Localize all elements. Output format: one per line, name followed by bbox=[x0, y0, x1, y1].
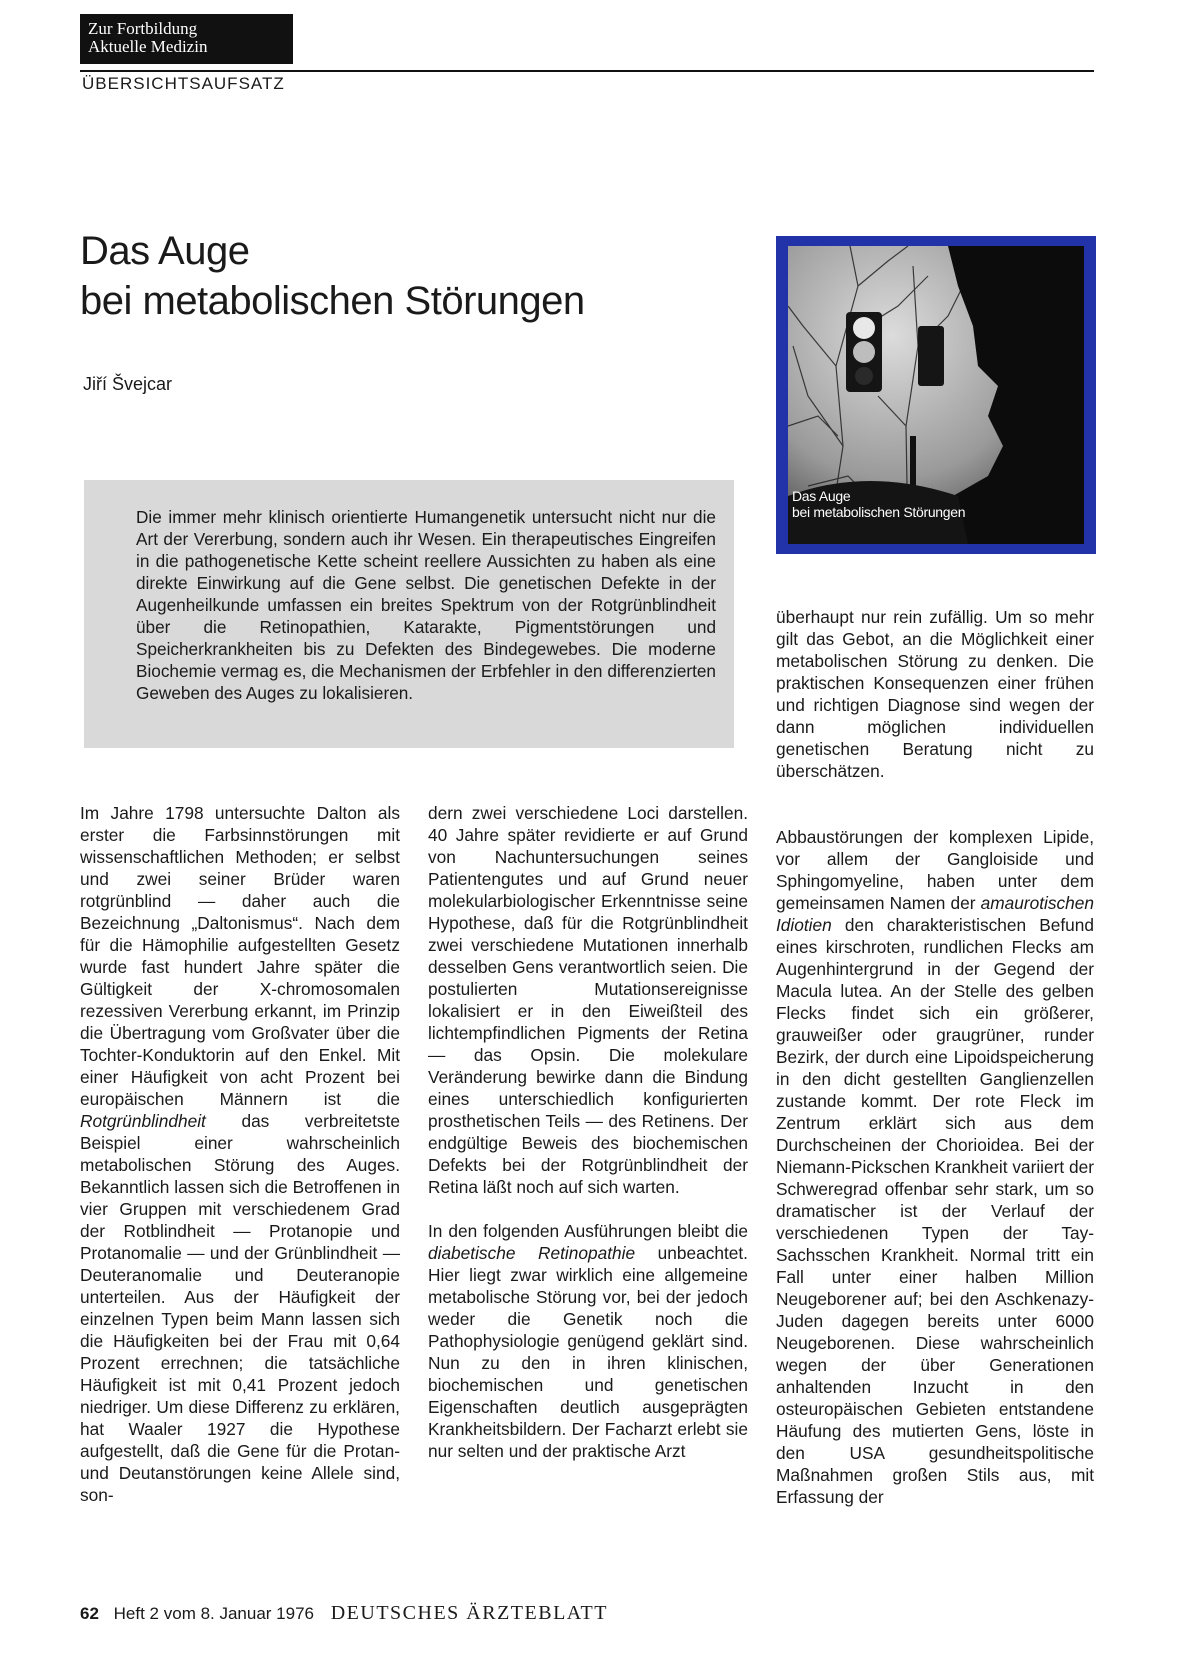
abstract-text: Die immer mehr klinisch orientierte Humangenetik untersucht nicht nur die Art der Vererbung, sondern auch ihr Wesen. Ein therapeutisches Eingreifen in die pathogenetische Kette scheint reellere Aussichten zu haben als eine direkte Einwirkung auf die Gene selbst. Die genetischen Defekte in der Augenheilkunde umfassen ein breites Spektrum von der Rotgrünblindheit über die Retinopathien, Katarakte, Pigmentstörungen und Speicherkrankheiten bis zu Defekten des Bindegewebes. Die moderne Biochemie vermag es, die Mechanismen der Erbfehler in den differenzierten Geweben des Auges zu lokalisieren. bbox=[136, 507, 716, 703]
text-run: das verbreitetste Beispiel einer wahrscheinlich metabolischen Störung des Auges. Bekanntlich lassen sich die Betroffenen in vier Gruppen mit verschiedenem Grad der Rotblindheit — Protanopie und Protanomalie — und der Grünblindheit — Deuteranomalie und Deuteranopie unterteilen. Aus der Häufigkeit der einzelnen Typen beim Mann lassen sich die Häufigkeiten bei der Frau mit 0,64 Prozent errechnen; die tatsächliche Häufigkeit ist mit 0,41 Prozent jedoch niedriger. Um diese Differenz zu erklären, hat Waaler 1927 die Hypothese aufgestellt, daß die Gene für die Protan- und Deutanstörungen keine Allele sind, son- bbox=[80, 1111, 400, 1505]
text-run: den charakteristischen Befund eines kirschroten, rundlichen Flecks am Augenhintergrund in der Gegend der Macula lutea. An der Stelle des gelben Flecks findet sich ein größerer, grauweißer oder graugrüner, runder Bezirk, der durch eine Lipoidspeicherung in den dicht gestellten Ganglienzellen zustande kommt. Der rote Fleck im Zentrum erklärt sich aus dem Durchscheinen der Chorioidea. Bei der Niemann-Pickschen Krankheit variiert der Schweregrad offenbar sehr stark, um so dramatischer ist der Verlauf der verschiedenen Typen der Tay-Sachsschen Krankheit. Normal tritt ein Fall unter einer halben Million Neugeborener auf; bei den Aschkenazy-Juden dagegen bereits unter 6000 Neugeborenen. Diese wahrscheinlich wegen der über Generationen anhaltenden Inzucht in den osteuropäischen Gebieten entstandene Häufung des mutierten Gens, löste in den USA gesundheitspolitische Maßnahmen großen Stils aus, mit Erfassung der bbox=[776, 915, 1094, 1507]
issue-info: Heft 2 vom 8. Januar 1976 bbox=[113, 1604, 314, 1623]
text-run: Abbaustörungen der komplexen Lipide, vor allem der Gangloiside und Sphingomyeline, haben unter dem gemeinsamen Namen der bbox=[776, 827, 1094, 913]
title-line-1: Das Auge bbox=[80, 229, 250, 273]
text-run: In den folgenden Ausführungen bleibt die bbox=[428, 1221, 748, 1241]
cover-caption bbox=[792, 488, 965, 520]
body-column-3 bbox=[776, 826, 1094, 1530]
author-name: Jiří Švejcar bbox=[83, 374, 173, 394]
page-footer bbox=[80, 1602, 608, 1625]
body-column-3-top bbox=[776, 606, 1094, 804]
header-rule bbox=[80, 70, 1094, 72]
emphasis: amaurotischen Idiotien bbox=[776, 893, 1094, 935]
body-column-2 bbox=[428, 802, 748, 1484]
cover-image bbox=[776, 236, 1096, 554]
paragraph bbox=[80, 802, 400, 1506]
article-title bbox=[80, 226, 585, 326]
paragraph bbox=[776, 826, 1094, 1508]
rubric-line-2: Aktuelle Medizin bbox=[88, 37, 208, 56]
title-line-2: bei metabolischen Störungen bbox=[80, 279, 585, 323]
cover-caption-line-1: Das Auge bbox=[792, 488, 851, 504]
rubric-badge bbox=[80, 14, 293, 64]
text-run: Im Jahre 1798 untersuchte Dalton als erster die Farbsinnstörungen mit wissenschaftlichen Methoden; er selbst und zwei seiner Brüder waren rotgrünblind — daher auch die Bezeichnung „Daltonismus“. Nach dem für die Hämophilie aufgestellten Gesetz wurde fast hundert Jahre später die Gültigkeit der X-chromosomalen rezessiven Vererbung erkannt, im Prinzip die Übertragung vom Großvater über die Tochter-Konduktorin auf den Enkel. Mit einer Häufigkeit von acht Prozent bei europäischen Männern ist die bbox=[80, 803, 400, 1109]
paragraph: überhaupt nur rein zufällig. Um so mehr gilt das Gebot, an die Möglichkeit einer metabolischen Störung zu denken. Die praktischen Konsequenzen einer frühen und richtigen Diagnose sind wegen der dann möglichen individuellen genetischen Beratung nicht zu überschätzen. bbox=[776, 607, 1094, 781]
cover-caption-line-2: bei metabolischen Störungen bbox=[792, 504, 966, 520]
emphasis: Rotgrünblindheit bbox=[80, 1111, 206, 1131]
journal-name: DEUTSCHES ÄRZTEBLATT bbox=[330, 1602, 608, 1624]
text-run: unbeachtet. Hier liegt zwar wirklich eine allgemeine metabolische Störung vor, bei der jedoch weder die Genetik noch die Pathophysiologie genügend geklärt sind. Nun zu den in ihren klinischen, biochemischen und genetischen Eigenschaften deutlich ausgeprägten Krankheitsbildern. Der Facharzt erlebt sie nur selten und der praktische Arzt bbox=[428, 1243, 748, 1461]
body-column-1 bbox=[80, 802, 400, 1528]
page-number: 62 bbox=[80, 1604, 99, 1623]
section-label: ÜBERSICHTSAUFSATZ bbox=[82, 74, 285, 93]
abstract-box bbox=[84, 480, 734, 748]
paragraph bbox=[428, 1220, 748, 1462]
rubric-line-1: Zur Fortbildung bbox=[88, 19, 198, 38]
paragraph: dern zwei verschiedene Loci darstellen. 40 Jahre später revidierte er auf Grund von Nachuntersuchungen seines Patientengutes und auf Grund neuer molekularbiologischer Erkenntnisse seine Hypothese, daß für die Rotgrünblindheit zwei verschiedene Mutationen innerhalb desselben Gens verantwortlich seien. Die postulierten Mutationsereignisse lokalisiert er in den Eiweißteil des lichtempfindlichen Pigments der Retina — das Opsin. Die molekulare Veränderung bewirke dann die Bindung eines unterschiedlich konfigurierten prosthetischen Teils — des Retinens. Der endgültige Beweis des biochemischen Defekts bei der Rotgrünblindheit der Retina läßt noch auf sich warten. bbox=[428, 803, 748, 1197]
emphasis: diabetische Retinopathie bbox=[428, 1243, 636, 1263]
